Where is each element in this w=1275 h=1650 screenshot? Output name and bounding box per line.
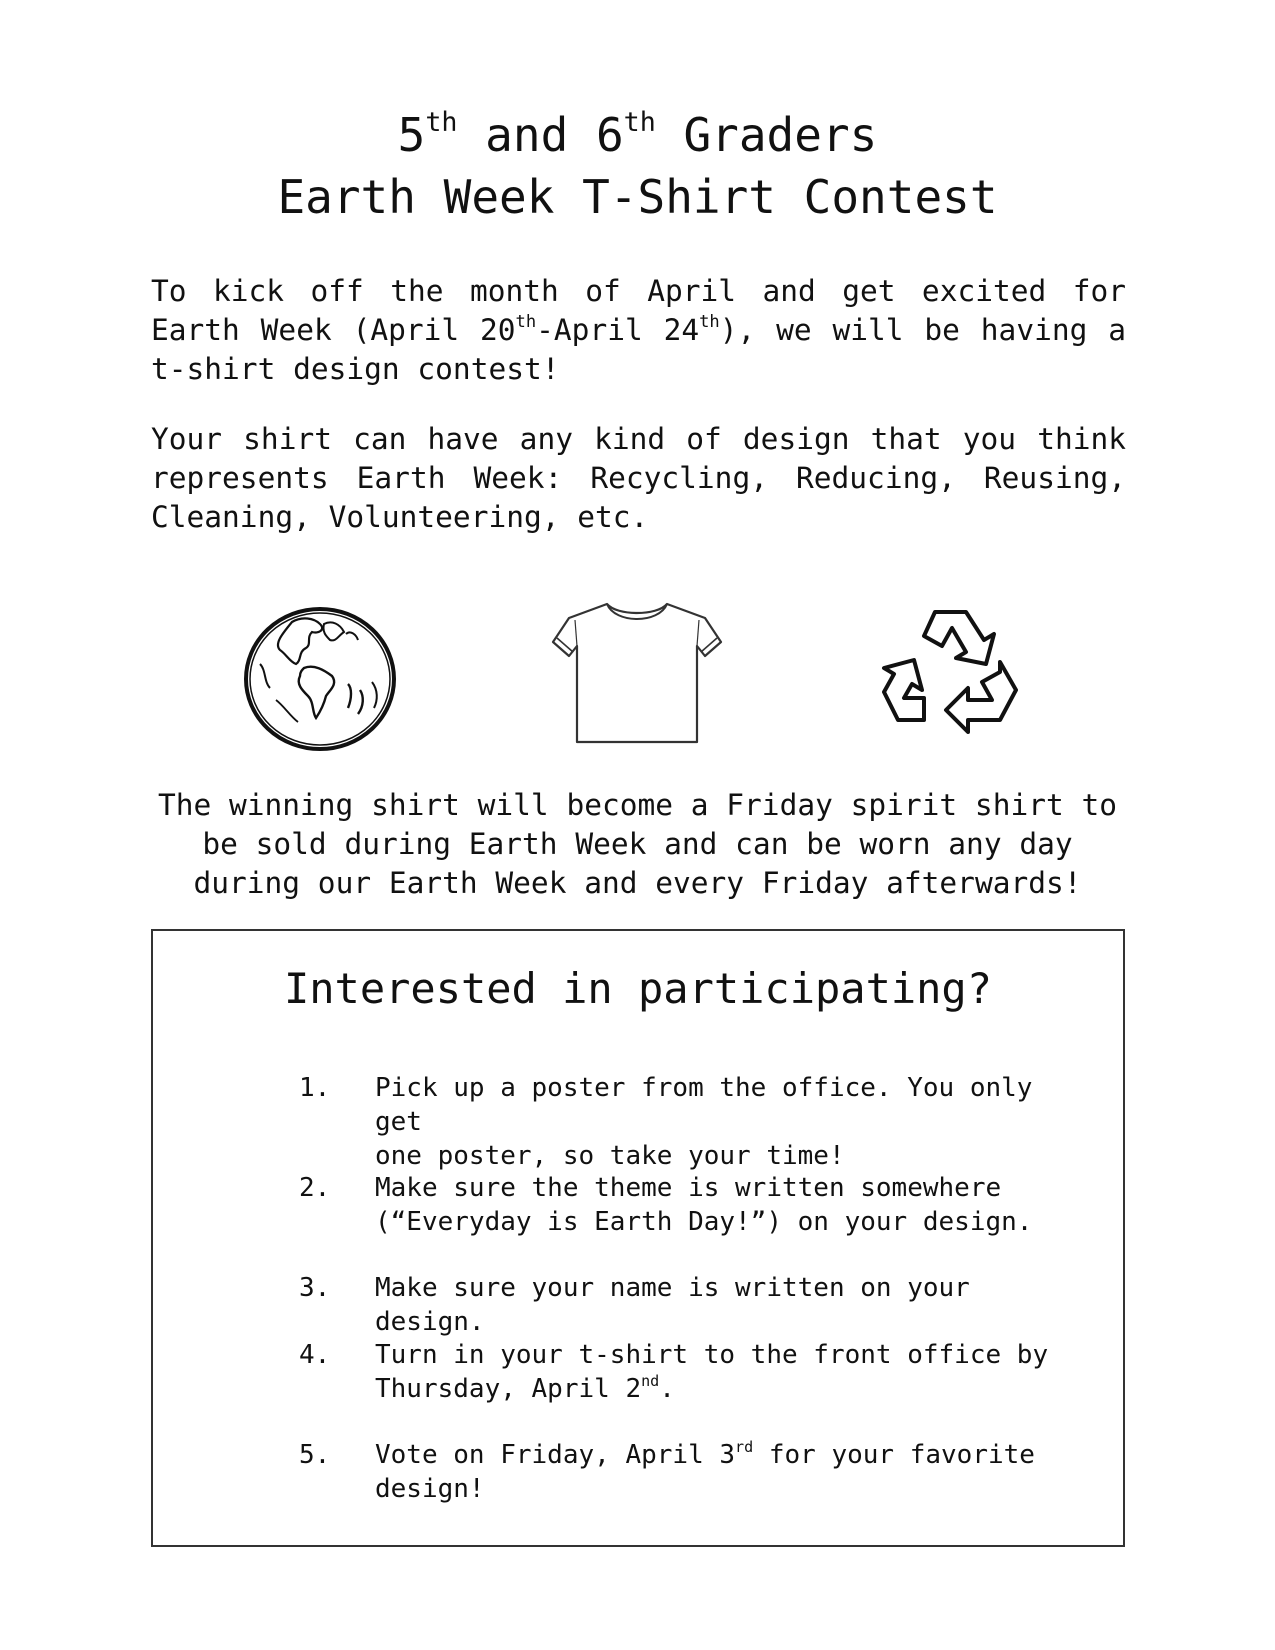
step-text [375,1171,1075,1239]
icon-row [0,598,1275,758]
step-text [375,1071,1075,1173]
step-number: 5. [299,1440,331,1470]
title-text: Graders [655,108,878,162]
step-line-text: Vote on Friday, April 3 [375,1440,736,1470]
step-text [375,1438,1075,1506]
intro-text: To kick off the month of April and get excited for Earth Week (April 20 [151,274,1126,347]
participation-box [151,929,1125,1547]
intro-superscript: th [699,312,720,333]
step-number: 3. [299,1273,331,1303]
title-superscript: th [425,107,458,138]
step-line: Make sure the theme is written somewhere [375,1173,1002,1203]
intro-text: -April 24 [536,313,700,347]
intro-superscript: th [515,312,537,333]
participation-heading: Interested in participating? [283,964,992,1013]
step-line-text: Thursday, April 2 [375,1374,642,1404]
title-text: 5 [397,108,426,162]
winning-line: during our Earth Week and every Friday afterwards! [193,866,1082,900]
intro-paragraph-1 [151,272,1126,389]
title-text: and 6 [457,108,624,162]
winning-paragraph [0,786,1275,903]
step-line: (“Everyday is Earth Day!”) on your design. [375,1207,1033,1237]
step-line: Make sure your name is written on your design. [375,1273,970,1337]
recycle-icon [880,602,1030,756]
step-line: one poster, so take your time! [375,1141,845,1171]
step-text [375,1338,1075,1406]
step-line-text: . [659,1374,675,1404]
step-number: 4. [299,1340,331,1370]
step-superscript: nd [641,1371,660,1390]
step-line: Turn in your t-shirt to the front office by [375,1340,1049,1370]
step-superscript: rd [735,1437,754,1456]
step-number: 1. [299,1073,331,1103]
intro-text: ), we will be having a t-shirt design contest! [151,313,1126,386]
steps-list [153,931,1123,1545]
intro-paragraph-2: Your shirt can have any kind of design that you think represents Earth Week: Recycling, Reducing, Reusing, Cleaning, Volunteering, etc. [151,422,1126,534]
winning-line: The winning shirt will become a Friday spirit shirt to [157,788,1118,822]
step-line [375,1438,1075,1472]
step-line: Pick up a poster from the office. You only get [375,1073,1033,1137]
title-line-2: Earth Week T-Shirt Contest [277,170,998,224]
winning-line: be sold during Earth Week and can be worn any day [202,827,1073,861]
step-number: 2. [299,1173,331,1203]
page-title [0,104,1275,228]
step-line [375,1372,1075,1406]
title-superscript: th [623,107,656,138]
title-line-1 [0,104,1275,166]
step-line: design! [375,1474,485,1504]
globe-icon [240,604,400,758]
tshirt-icon [545,598,730,752]
step-line-text: for your favorite [753,1440,1035,1470]
step-text [375,1271,1075,1339]
